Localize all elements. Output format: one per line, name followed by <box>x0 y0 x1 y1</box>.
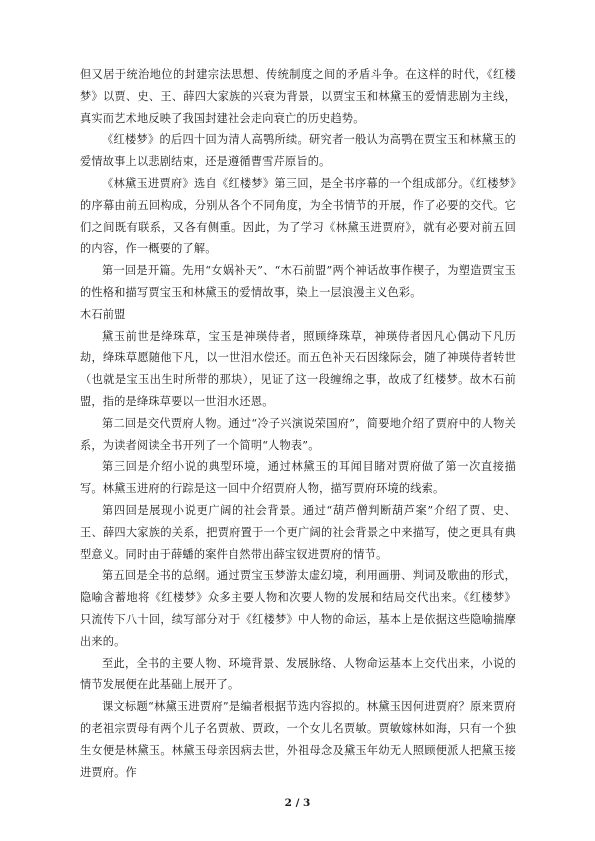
paragraph-chapter-five: 第五回是全书的总纲。通过贾宝玉梦游太虚幻境，利用画册、判词及歌曲的形式，隐喻含蓄地将《红楼梦》众多主要人物和次要人物的发展和结局交代出来。《红楼梦》只流传下八十回，续写部分对于《红楼梦》中人物的命运，基本上是依据这些隐喻揣摩出来的。 <box>80 569 516 648</box>
paragraph-sequel-note: 《红楼梦》的后四十回为清人高鹗所续。研究者一般认为高鹗在贾宝玉和林黛玉的爱情故事上以悲剧结束，还是遵循曹雪芹原旨的。 <box>80 133 516 169</box>
document-body <box>80 64 516 783</box>
paragraph-chapter-three: 第三回是介绍小说的典型环境，通过林黛玉的耳闻目睹对贾府做了第一次直接描写。林黛玉进府的行踪是这一回中介绍贾府人物，描写贾府环境的线索。 <box>80 460 516 496</box>
page-number: 2 / 3 <box>284 797 311 809</box>
paragraph-mushi-story: 黛玉前世是绛珠草，宝玉是神瑛侍者，照顾绛珠草，神瑛侍者因凡心偶动下凡历劫，绛珠草愿随他下凡，以一世泪水偿还。而五色补天石因缘际会，随了神瑛侍者转世（也就是宝玉出生时所带的那块），见证了这一段缠绵之事，故成了红楼梦。故木石前盟，指的是绛珠草要以一世泪水还恩。 <box>80 329 516 408</box>
paragraph-prologue-intro: 《林黛玉进贾府》选自《红楼梦》第三回，是全书序幕的一个组成部分。《红楼梦》的序幕由前五回构成，分别从各个不同角度，为全书情节的开展，作了必要的交代。它们之间既有联系，又各有侧重。因此，为了学习《林黛玉进贾府》，就有必要对前五回的内容，作一概要的了解。 <box>80 176 516 256</box>
paragraph-summary: 至此，全书的主要人物、环境背景、发展脉络、人物命运基本上交代出来，小说的情节发展便在此基础上展开了。 <box>80 656 516 692</box>
paragraph-chapter-one: 第一回是开篇。先用“女娲补天”、“木石前盟”两个神话故事作楔子，为塑造贾宝玉的性格和描写贾宝玉和林黛玉的爱情故事，染上一层浪漫主义色彩。 <box>80 264 516 299</box>
paragraph-chapter-four: 第四回是展现小说更广阔的社会背景。通过“葫芦僧判断葫芦案”介绍了贾、史、王、薛四大家族的关系，把贾府置于一个更广阔的社会背景之中来描写，使之更具有典型意义。同时由于薛蟠的案件自然带出薛宝钗进贾府的情节。 <box>80 503 516 561</box>
paragraph-title-explanation: 课文标题“林黛玉进贾府”是编者根据节选内容拟的。林黛玉因何进贾府？原来贾府的老祖宗贾母有两个儿子名贾赦、贾政，一个女儿名贾敏。贾敏嫁林如海，只有一个独生女便是林黛玉。林黛玉母亲因病去世，外祖母念及黛玉年幼无人照顾便派人把黛玉接进贾府。作 <box>80 700 516 779</box>
section-heading-mushi-qianmeng: 木石前盟 <box>80 307 126 321</box>
paragraph-chapter-two: 第二回是交代贾府人物。通过“冷子兴演说荣国府”，简要地介绍了贾府中的人物关系，为读者阅读全书开列了一个简明“人物表”。 <box>80 416 516 452</box>
paragraph-continuation: 但又居于统治地位的封建宗法思想、传统制度之间的矛盾斗争。在这样的时代，《红楼梦》以贾、史、王、薛四大家族的兴衰为背景，以贾宝玉和林黛玉的爱情悲剧为主线，真实而艺术地反映了我国封建社会走向衰亡的历史趋势。 <box>80 68 516 125</box>
